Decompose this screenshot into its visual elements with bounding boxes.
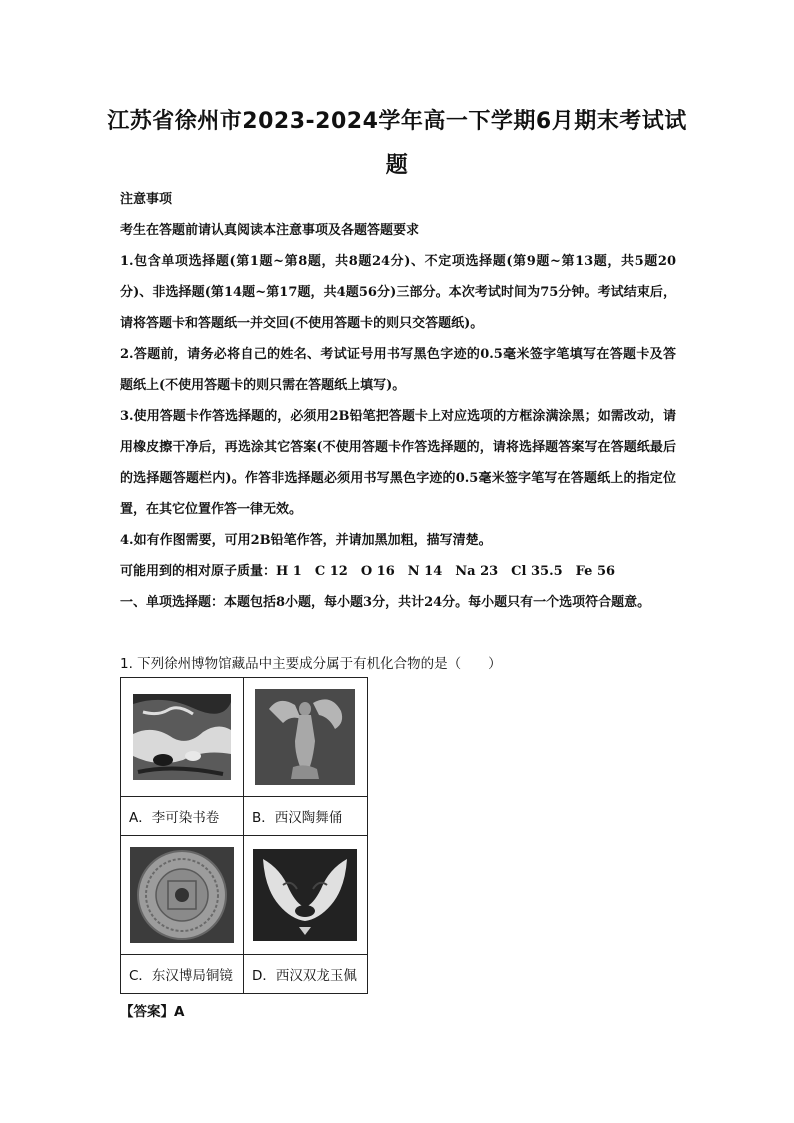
- option-b-label: B．西汉陶舞俑: [243, 797, 367, 836]
- pottery-dancer-image: [255, 689, 355, 785]
- notice-section: [120, 184, 676, 618]
- option-d-label: D．西汉双龙玉佩: [243, 955, 367, 994]
- title-line-1: 江苏省徐州市2023-2024学年高一下学期6月期末考试试: [107, 109, 687, 134]
- calligraphy-scroll-image: [133, 694, 231, 780]
- atomic-masses: 可能用到的相对原子质量：H 1 C 12 O 16 N 14 Na 23 Cl 35.5 Fe 56: [120, 564, 616, 579]
- option-c-image-cell: [121, 836, 244, 955]
- options-table: [120, 677, 368, 994]
- notice-item-4: 4.如有作图需要，可用2B铅笔作答，并请加黑加粗，描写清楚。: [120, 533, 492, 548]
- notice-item-2: 2.答题前，请务必将自己的姓名、考试证号用书写黑色字迹的0.5毫米签字笔填写在答题卡及答题纸上(不使用答题卡的则只需在答题纸上填写)。: [120, 347, 676, 393]
- notice-heading: 注意事项: [120, 192, 173, 207]
- notice-item-1: 1.包含单项选择题(第1题~第8题，共8题24分)、不定项选择题(第9题~第13题，共5题20分)、非选择题(第14题~第17题，共4题56分)三部分。本次考试时间为75分钟。考试结束后，请将答题卡和答题纸一并交回(不使用答题卡的则只交答题纸)。: [120, 254, 676, 331]
- option-d-image-cell: [243, 836, 367, 955]
- bronze-mirror-image: [130, 847, 234, 943]
- answer-text: 【答案】A: [120, 1004, 185, 1020]
- notice-intro: 考生在答题前请认真阅读本注意事项及各题答题要求: [120, 223, 420, 238]
- jade-pendant-image: [253, 849, 357, 941]
- option-a-image-cell: [121, 678, 244, 797]
- option-c-label: C．东汉博局铜镜: [121, 955, 244, 994]
- option-a-label: A．李可染书卷: [121, 797, 244, 836]
- option-b-image-cell: [243, 678, 367, 797]
- question-stem: 1. 下列徐州博物馆藏品中主要成分属于有机化合物的是（ ）: [120, 656, 502, 672]
- section-heading: 一、单项选择题：本题包括8小题，每小题3分，共计24分。每小题只有一个选项符合题意。: [120, 595, 651, 610]
- document-title: [100, 100, 694, 188]
- notice-item-3: 3.使用答题卡作答选择题的，必须用2B铅笔把答题卡上对应选项的方框涂满涂黑；如需改动，请用橡皮擦干净后，再选涂其它答案(不使用答题卡作答选择题的，请将选择题答案写在答题纸最后的选择题答题栏内)。作答非选择题必须用书写黑色字迹的0.5毫米签字笔写在答题纸上的指定位置，在其它位置作答一律无效。: [120, 409, 676, 517]
- title-line-2: 题: [385, 153, 409, 178]
